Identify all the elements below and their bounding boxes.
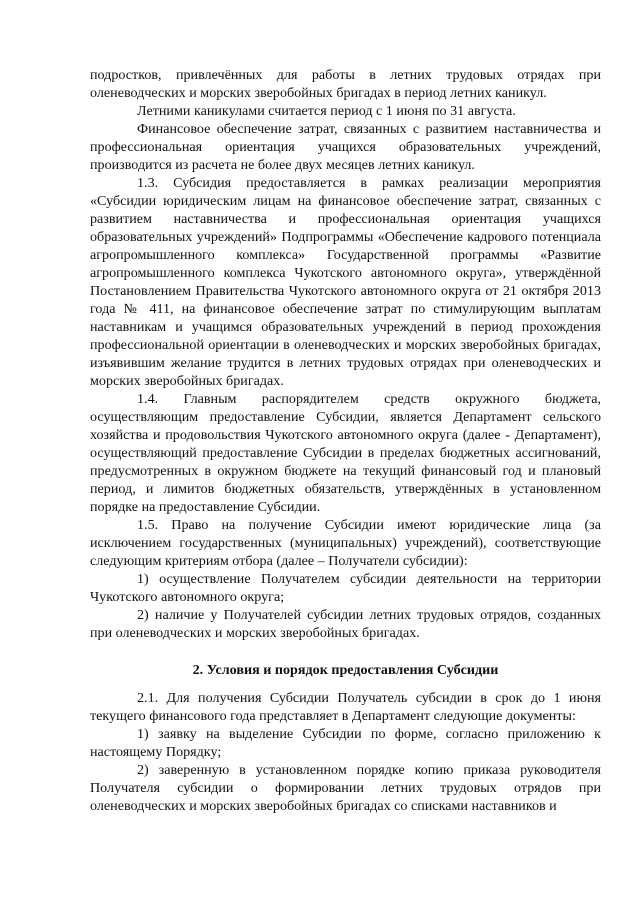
- paragraph: 1) осуществление Получателем субсидии деятельности на территории Чукотского автономного округа;: [90, 571, 601, 605]
- document-page: [90, 66, 601, 815]
- paragraph: 1.5. Право на получение Субсидии имеют юридические лица (за исключением государственных (муниципальных) учреждений), соответствующие следующим критериям отбора (далее – Получатели субсидии):: [90, 517, 601, 569]
- paragraph: Летними каникулами считается период с 1 июня по 31 августа.: [137, 103, 516, 119]
- paragraph: подростков, привлечённых для работы в летних трудовых отрядах при оленеводческих и морских зверобойных бригадах в период летних каникул.: [90, 67, 601, 101]
- paragraph: 2) заверенную в установленном порядке копию приказа руководителя Получателя субсидии о формировании летних трудовых отрядов при оленеводческих и морских зверобойных бригадах со списками наставников и: [90, 762, 601, 814]
- paragraph: Финансовое обеспечение затрат, связанных с развитием наставничества и профессиональная ориентация учащихся образовательных учреждений, производится из расчета не более двух месяцев летних каникул.: [90, 121, 601, 173]
- paragraph: 1.3. Субсидия предоставляется в рамках реализации мероприятия «Субсидии юридическим лицам на финансовое обеспечение затрат, связанных с развитием наставничества и профессиональная ориентация учащихся образовательных учреждений» Подпрограммы «Обеспечение кадрового потенциала агропромышленного комплекса» Государственной программы «Развитие агропромышленного комплекса Чукотского автономного округа», утверждённой Постановлением Правительства Чукотского автономного округа от 21 октября 2013 года № 411, на финансовое обеспечение затрат по стимулирующим выплатам наставникам и учащимся образовательных учреждений в период прохождения профессиональной ориентации в оленеводческих и морских зверобойных бригадах, изъявившим желание трудится в летних трудовых отрядах при оленеводческих и морских зверобойных бригадах.: [90, 175, 601, 389]
- section-heading: 2. Условия и порядок предоставления Субсидии: [192, 662, 499, 678]
- paragraph: 1) заявку на выделение Субсидии по форме, согласно приложению к настоящему Порядку;: [90, 726, 601, 760]
- paragraph: 1.4. Главным распорядителем средств окружного бюджета, осуществляющим предоставление Субсидии, является Департамент сельского хозяйства и продовольствия Чукотского автономного округа (далее - Департамент), осуществляющий предоставление Субсидии в пределах бюджетных ассигнований, предусмотренных в окружном бюджете на текущий финансовый год и плановый период, и лимитов бюджетных обязательств, утверждённых в установленном порядке на предоставление Субсидии.: [90, 391, 601, 515]
- paragraph: 2.1. Для получения Субсидии Получатель субсидии в срок до 1 июня текущего финансового года представляет в Департамент следующие документы:: [90, 690, 601, 724]
- paragraph: 2) наличие у Получателей субсидии летних трудовых отрядов, созданных при оленеводческих и морских зверобойных бригадах.: [90, 607, 601, 641]
